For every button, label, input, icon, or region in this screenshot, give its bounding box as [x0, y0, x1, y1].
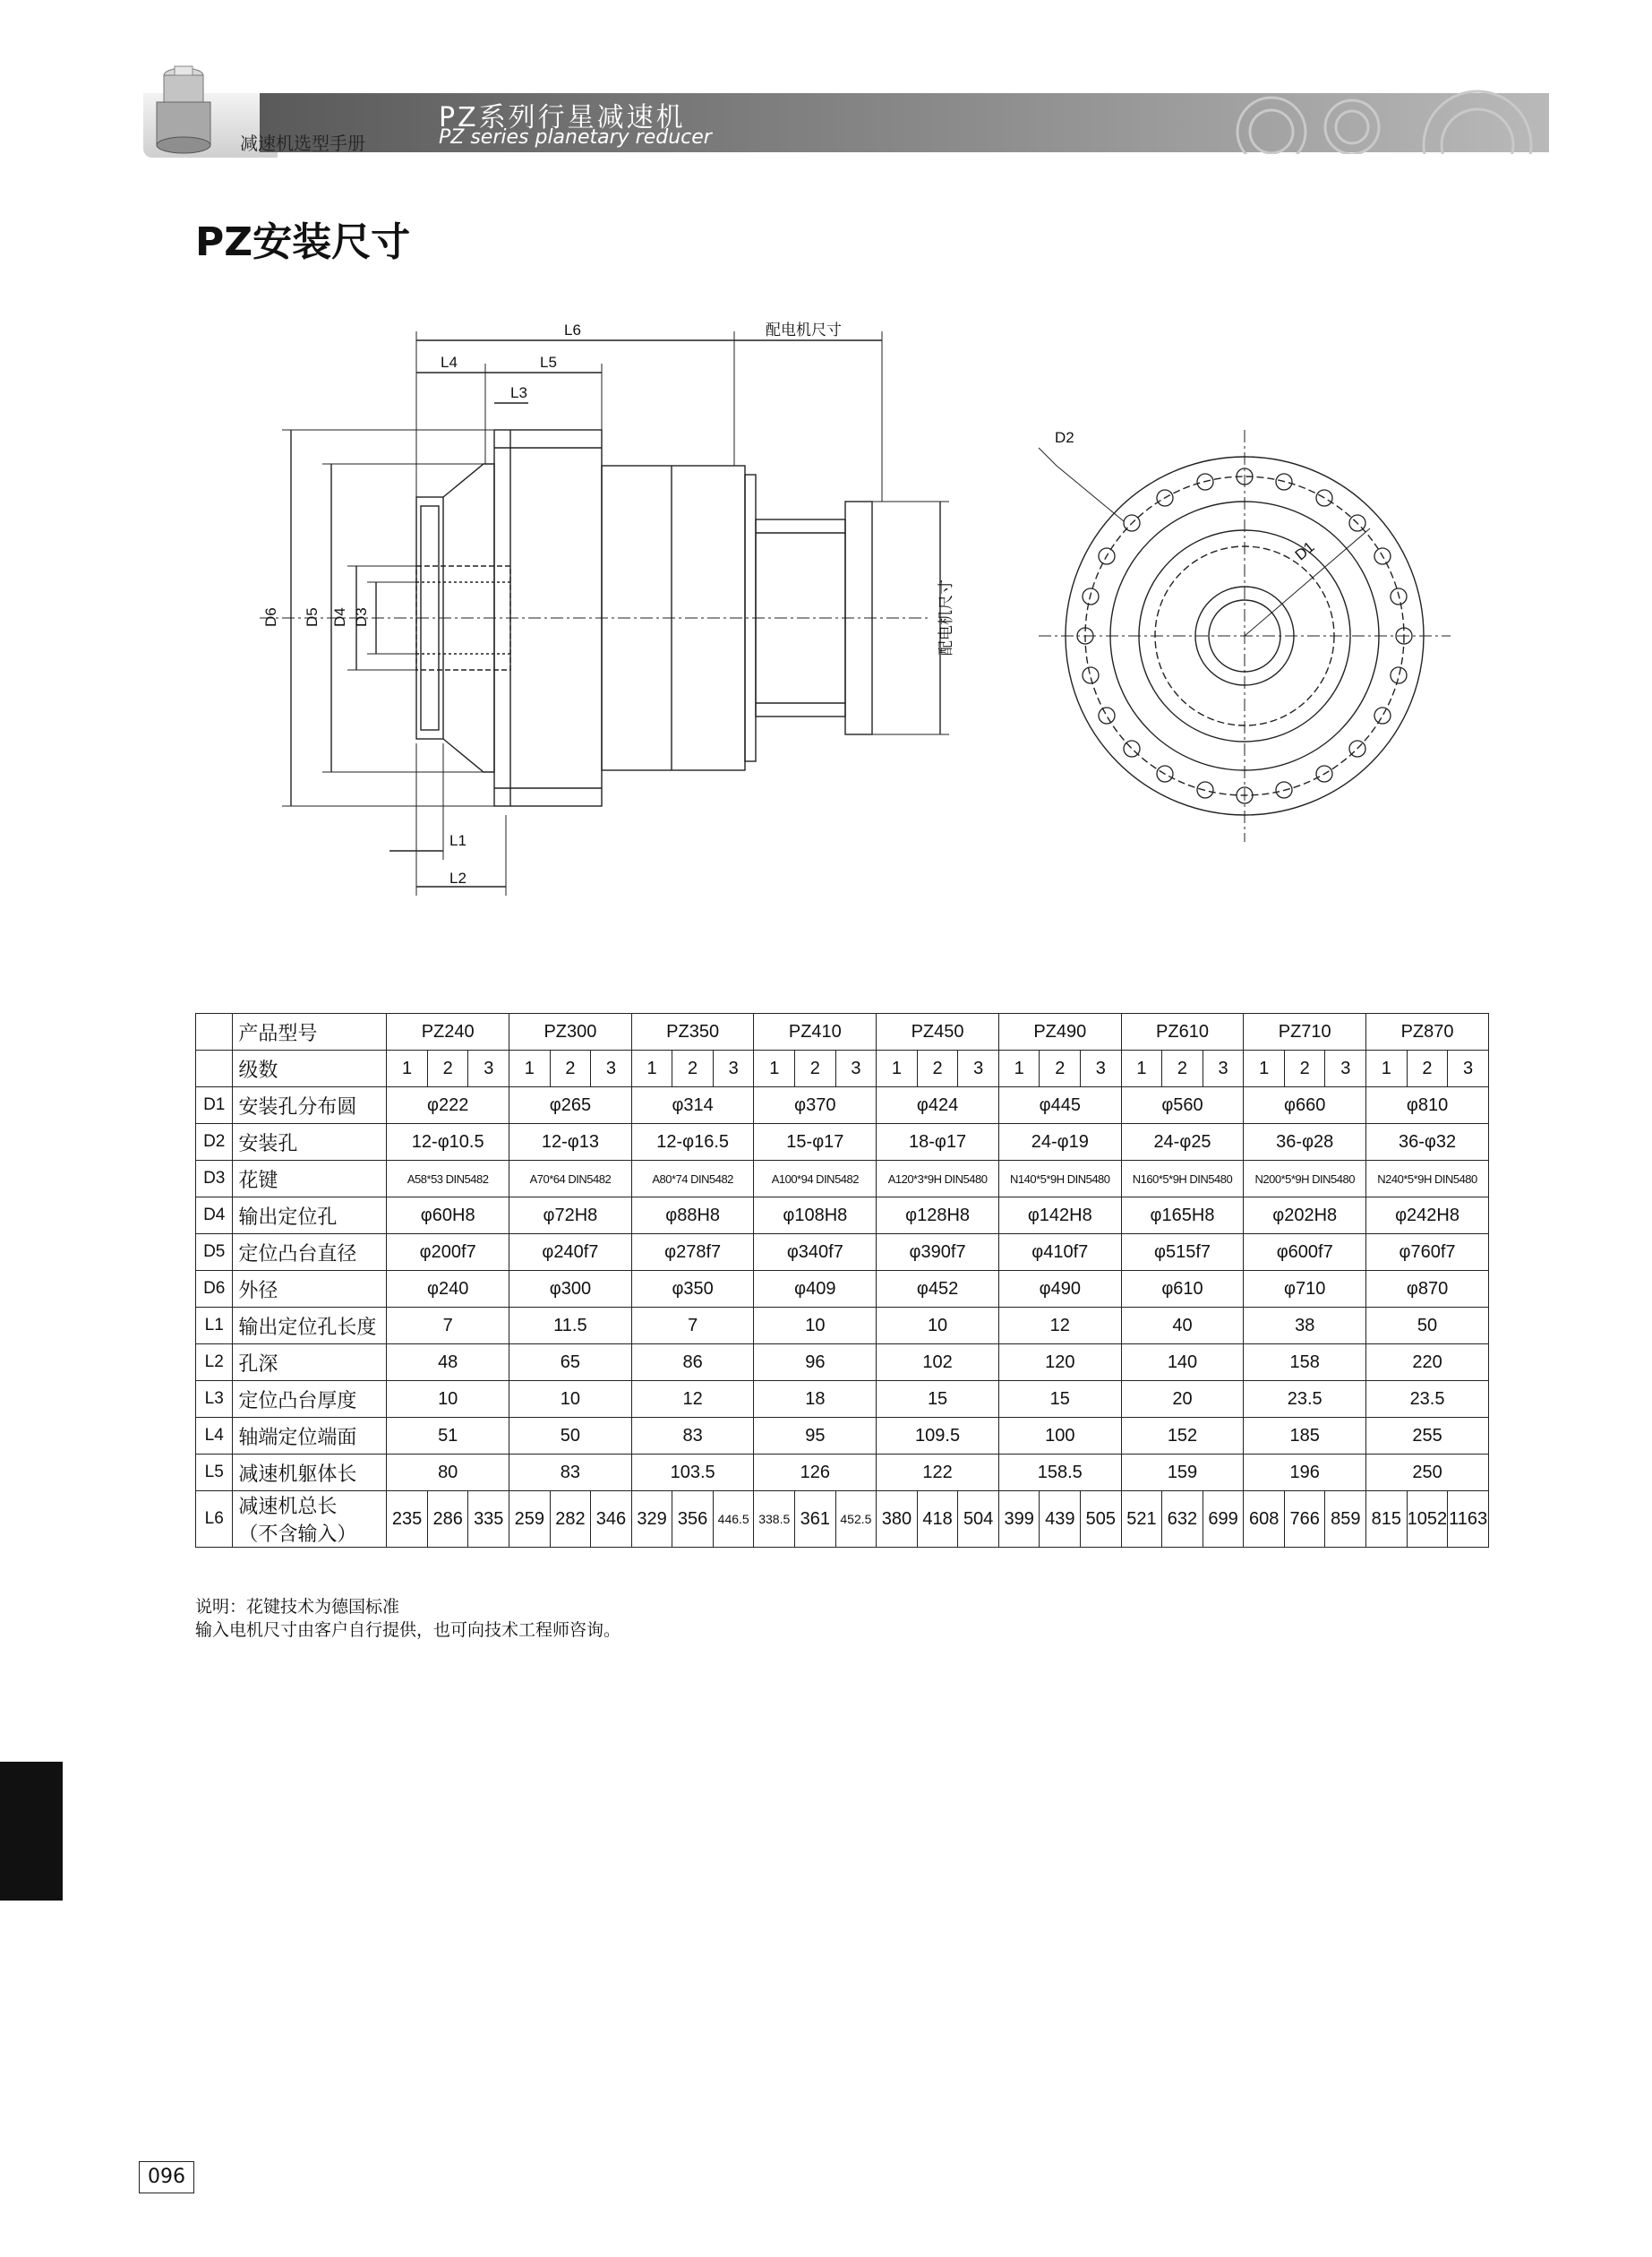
l6-value-cell: 356 — [672, 1491, 714, 1548]
value-cell: φ560 — [1121, 1087, 1244, 1124]
value-cell: φ222 — [387, 1087, 509, 1124]
model-header: PZ870 — [1366, 1014, 1489, 1051]
table-row — [196, 1197, 1489, 1234]
l6-value-cell: 1052 — [1407, 1491, 1448, 1548]
corner-cell — [196, 1051, 233, 1087]
value-cell: φ240f7 — [509, 1234, 632, 1271]
stage-cell: 3 — [1203, 1051, 1244, 1087]
value-cell: 7 — [631, 1308, 754, 1344]
row-name: 孔深 — [233, 1344, 387, 1381]
l6-value-cell: 361 — [795, 1491, 836, 1548]
model-header: PZ410 — [754, 1014, 877, 1051]
value-cell: φ200f7 — [387, 1234, 509, 1271]
value-cell: 185 — [1244, 1418, 1366, 1455]
value-cell: 12 — [998, 1308, 1121, 1344]
row-name: 安装孔分布圆 — [233, 1087, 387, 1124]
value-cell: φ515f7 — [1121, 1234, 1244, 1271]
value-cell: A120*3*9H DIN5480 — [877, 1161, 999, 1197]
stage-cell: 1 — [754, 1051, 795, 1087]
stage-cell: 3 — [835, 1051, 877, 1087]
value-cell: 86 — [631, 1344, 754, 1381]
value-cell: 196 — [1244, 1455, 1366, 1491]
row-code: L3 — [196, 1381, 233, 1418]
table-row — [196, 1161, 1489, 1197]
l6-value-cell: 235 — [387, 1491, 428, 1548]
model-label: 产品型号 — [233, 1014, 387, 1051]
row-name: 花键 — [233, 1161, 387, 1197]
l6-value-cell: 452.5 — [835, 1491, 877, 1548]
value-cell: φ409 — [754, 1271, 877, 1308]
value-cell: 50 — [1366, 1308, 1489, 1344]
label-motor-top: 配电机尺寸 — [766, 322, 842, 339]
l6-value-cell: 335 — [468, 1491, 509, 1548]
value-cell: 38 — [1244, 1308, 1366, 1344]
page-number: 096 — [139, 2161, 194, 2193]
row-code: L6 — [196, 1491, 233, 1548]
table-row — [196, 1308, 1489, 1344]
row-code: D4 — [196, 1197, 233, 1234]
table-row — [196, 1418, 1489, 1455]
value-cell: 12-φ16.5 — [631, 1124, 754, 1161]
value-cell: φ600f7 — [1244, 1234, 1366, 1271]
table-row — [196, 1344, 1489, 1381]
stage-cell: 1 — [998, 1051, 1040, 1087]
value-cell: φ278f7 — [631, 1234, 754, 1271]
label-motor-side: 配电机尺寸 — [937, 579, 954, 656]
l6-value-cell: 766 — [1284, 1491, 1325, 1548]
l6-value-cell: 282 — [550, 1491, 591, 1548]
stage-cell: 3 — [1325, 1051, 1366, 1087]
label-L3: L3 — [510, 384, 527, 401]
row-name: 安装孔 — [233, 1124, 387, 1161]
label-D6: D6 — [262, 607, 279, 627]
label-L1: L1 — [449, 832, 466, 849]
value-cell: 80 — [387, 1455, 509, 1491]
value-cell: φ490 — [998, 1271, 1121, 1308]
row-name: 轴端定位端面 — [233, 1418, 387, 1455]
row-name-l6 — [233, 1491, 387, 1548]
value-cell: A58*53 DIN5482 — [387, 1161, 509, 1197]
page-title: PZ安装尺寸 — [195, 219, 411, 265]
label-L5: L5 — [540, 354, 557, 371]
row-code: D5 — [196, 1234, 233, 1271]
series-title: PZ系列行星减速机 — [439, 102, 686, 133]
table-row — [196, 1124, 1489, 1161]
l6-value-cell: 1163 — [1448, 1491, 1489, 1548]
table-row — [196, 1381, 1489, 1418]
label-D3: D3 — [353, 607, 370, 627]
value-cell: φ370 — [754, 1087, 877, 1124]
stage-cell: 1 — [877, 1051, 918, 1087]
value-cell: 10 — [877, 1308, 999, 1344]
value-cell: 95 — [754, 1418, 877, 1455]
value-cell: φ242H8 — [1366, 1197, 1489, 1234]
stage-cell: 3 — [468, 1051, 509, 1087]
row-name: 定位凸台直径 — [233, 1234, 387, 1271]
value-cell: 24-φ19 — [998, 1124, 1121, 1161]
value-cell: 102 — [877, 1344, 999, 1381]
stage-cell: 1 — [509, 1051, 551, 1087]
stage-cell: 2 — [917, 1051, 958, 1087]
value-cell: 23.5 — [1366, 1381, 1489, 1418]
value-cell: φ202H8 — [1244, 1197, 1366, 1234]
value-cell: N160*5*9H DIN5480 — [1121, 1161, 1244, 1197]
value-cell: 126 — [754, 1455, 877, 1491]
stage-cell: 1 — [1366, 1051, 1408, 1087]
l6-value-cell: 439 — [1040, 1491, 1081, 1548]
l6-value-cell: 608 — [1244, 1491, 1285, 1548]
value-cell: φ108H8 — [754, 1197, 877, 1234]
l6-value-cell: 521 — [1121, 1491, 1162, 1548]
value-cell: φ710 — [1244, 1271, 1366, 1308]
row-name: 输出定位孔长度 — [233, 1308, 387, 1344]
value-cell: 220 — [1366, 1344, 1489, 1381]
value-cell: N140*5*9H DIN5480 — [998, 1161, 1121, 1197]
value-cell: 40 — [1121, 1308, 1244, 1344]
value-cell: 18 — [754, 1381, 877, 1418]
l6-value-cell: 446.5 — [713, 1491, 754, 1548]
l6-value-cell: 505 — [1081, 1491, 1122, 1548]
l6-value-cell: 859 — [1325, 1491, 1366, 1548]
value-cell: φ350 — [631, 1271, 754, 1308]
l6-value-cell: 286 — [427, 1491, 468, 1548]
value-cell: 11.5 — [509, 1308, 632, 1344]
row-name: 输出定位孔 — [233, 1197, 387, 1234]
l6-value-cell: 632 — [1162, 1491, 1203, 1548]
row-code: D1 — [196, 1087, 233, 1124]
stage-cell: 3 — [591, 1051, 632, 1087]
stage-cell: 1 — [1121, 1051, 1162, 1087]
l6-value-cell: 399 — [998, 1491, 1040, 1548]
value-cell: A70*64 DIN5482 — [509, 1161, 632, 1197]
value-cell: φ240 — [387, 1271, 509, 1308]
l6-name-line1: 减速机总长 — [238, 1495, 338, 1517]
value-cell: 12-φ10.5 — [387, 1124, 509, 1161]
value-cell: φ760f7 — [1366, 1234, 1489, 1271]
value-cell: 12 — [631, 1381, 754, 1418]
value-cell: 100 — [998, 1418, 1121, 1455]
value-cell: 24-φ25 — [1121, 1124, 1244, 1161]
handbook-label: 减速机选型手册 — [240, 133, 365, 154]
value-cell: 250 — [1366, 1455, 1489, 1491]
value-cell: 96 — [754, 1344, 877, 1381]
label-L2: L2 — [449, 870, 466, 887]
l6-name-line2: （不含输入） — [238, 1523, 357, 1545]
label-L4: L4 — [441, 354, 458, 371]
value-cell: 109.5 — [877, 1418, 999, 1455]
value-cell: φ72H8 — [509, 1197, 632, 1234]
row-code: L1 — [196, 1308, 233, 1344]
value-cell: φ88H8 — [631, 1197, 754, 1234]
stage-cell: 2 — [1040, 1051, 1081, 1087]
label-D5: D5 — [304, 607, 321, 627]
value-cell: 36-φ32 — [1366, 1124, 1489, 1161]
value-cell: 10 — [509, 1381, 632, 1418]
table-row-models — [196, 1014, 1489, 1051]
value-cell: 15-φ17 — [754, 1124, 877, 1161]
value-cell: φ340f7 — [754, 1234, 877, 1271]
model-header: PZ610 — [1121, 1014, 1244, 1051]
stage-cell: 3 — [1081, 1051, 1122, 1087]
value-cell: 50 — [509, 1418, 632, 1455]
value-cell: 15 — [998, 1381, 1121, 1418]
row-name: 外径 — [233, 1271, 387, 1308]
value-cell: 122 — [877, 1455, 999, 1491]
row-code: D3 — [196, 1161, 233, 1197]
l6-value-cell: 346 — [591, 1491, 632, 1548]
value-cell: 65 — [509, 1344, 632, 1381]
l6-value-cell: 329 — [631, 1491, 672, 1548]
model-header: PZ240 — [387, 1014, 509, 1051]
stage-cell: 2 — [550, 1051, 591, 1087]
label-D4: D4 — [331, 607, 348, 627]
table-row — [196, 1234, 1489, 1271]
model-header: PZ710 — [1244, 1014, 1366, 1051]
row-code: D6 — [196, 1271, 233, 1308]
row-code: D2 — [196, 1124, 233, 1161]
stage-label: 级数 — [233, 1051, 387, 1087]
value-cell: N240*5*9H DIN5480 — [1366, 1161, 1489, 1197]
value-cell: φ810 — [1366, 1087, 1489, 1124]
stage-cell: 3 — [958, 1051, 999, 1087]
model-header: PZ300 — [509, 1014, 632, 1051]
stage-cell: 1 — [631, 1051, 672, 1087]
row-name: 定位凸台厚度 — [233, 1381, 387, 1418]
value-cell: 18-φ17 — [877, 1124, 999, 1161]
row-code: L4 — [196, 1418, 233, 1455]
model-header: PZ450 — [877, 1014, 999, 1051]
stage-cell: 2 — [427, 1051, 468, 1087]
value-cell: 140 — [1121, 1344, 1244, 1381]
value-cell: 152 — [1121, 1418, 1244, 1455]
stage-cell: 2 — [795, 1051, 836, 1087]
table-row — [196, 1455, 1489, 1491]
l6-value-cell: 380 — [877, 1491, 918, 1548]
value-cell: 158 — [1244, 1344, 1366, 1381]
note-line-1: 说明：花键技术为德国标准 — [195, 1597, 400, 1617]
row-code: L2 — [196, 1344, 233, 1381]
value-cell: 48 — [387, 1344, 509, 1381]
stage-cell: 1 — [1244, 1051, 1285, 1087]
value-cell: 120 — [998, 1344, 1121, 1381]
value-cell: 23.5 — [1244, 1381, 1366, 1418]
label-D2: D2 — [1055, 429, 1074, 446]
note-line-2: 输入电机尺寸由客户自行提供，也可向技术工程师咨询。 — [195, 1620, 621, 1640]
value-cell: φ424 — [877, 1087, 999, 1124]
spec-table — [195, 1013, 1489, 1548]
table-row-l6 — [196, 1491, 1489, 1548]
row-name: 减速机躯体长 — [233, 1455, 387, 1491]
value-cell: φ445 — [998, 1087, 1121, 1124]
value-cell: φ165H8 — [1121, 1197, 1244, 1234]
value-cell: φ610 — [1121, 1271, 1244, 1308]
model-header: PZ350 — [631, 1014, 754, 1051]
stage-cell: 1 — [387, 1051, 428, 1087]
l6-value-cell: 815 — [1366, 1491, 1408, 1548]
value-cell: 158.5 — [998, 1455, 1121, 1491]
table-row-stages — [196, 1051, 1489, 1087]
side-tab-marker — [0, 1762, 63, 1901]
value-cell: φ142H8 — [998, 1197, 1121, 1234]
stage-cell: 2 — [1162, 1051, 1203, 1087]
value-cell: 83 — [509, 1455, 632, 1491]
value-cell: N200*5*9H DIN5480 — [1244, 1161, 1366, 1197]
stage-cell: 3 — [1448, 1051, 1489, 1087]
l6-value-cell: 418 — [917, 1491, 958, 1548]
label-L6: L6 — [564, 322, 581, 339]
value-cell: 7 — [387, 1308, 509, 1344]
value-cell: φ300 — [509, 1271, 632, 1308]
gear-decoration-icon — [1209, 82, 1549, 154]
front-view — [1039, 430, 1451, 842]
series-subtitle: PZ series planetary reducer — [439, 126, 712, 149]
stage-cell: 2 — [1284, 1051, 1325, 1087]
value-cell: 10 — [754, 1308, 877, 1344]
installation-drawing — [251, 313, 1522, 923]
stage-cell: 2 — [1407, 1051, 1448, 1087]
stage-cell: 3 — [713, 1051, 754, 1087]
l6-value-cell: 504 — [958, 1491, 999, 1548]
value-cell: 51 — [387, 1418, 509, 1455]
label-D1: D1 — [1291, 537, 1318, 564]
value-cell: 12-φ13 — [509, 1124, 632, 1161]
value-cell: φ128H8 — [877, 1197, 999, 1234]
value-cell: φ870 — [1366, 1271, 1489, 1308]
value-cell: 15 — [877, 1381, 999, 1418]
table-row — [196, 1271, 1489, 1308]
table-row — [196, 1087, 1489, 1124]
value-cell: A80*74 DIN5482 — [631, 1161, 754, 1197]
reducer-thumbnail-icon — [148, 63, 219, 159]
value-cell: 36-φ28 — [1244, 1124, 1366, 1161]
l6-value-cell: 338.5 — [754, 1491, 795, 1548]
l6-value-cell: 699 — [1203, 1491, 1244, 1548]
value-cell: φ265 — [509, 1087, 632, 1124]
value-cell: 159 — [1121, 1455, 1244, 1491]
value-cell: 83 — [631, 1418, 754, 1455]
value-cell: φ390f7 — [877, 1234, 999, 1271]
value-cell: φ410f7 — [998, 1234, 1121, 1271]
l6-value-cell: 259 — [509, 1491, 551, 1548]
value-cell: 20 — [1121, 1381, 1244, 1418]
value-cell: φ660 — [1244, 1087, 1366, 1124]
value-cell: 103.5 — [631, 1455, 754, 1491]
value-cell: 255 — [1366, 1418, 1489, 1455]
stage-cell: 2 — [672, 1051, 714, 1087]
model-header: PZ490 — [998, 1014, 1121, 1051]
value-cell: φ314 — [631, 1087, 754, 1124]
value-cell: 10 — [387, 1381, 509, 1418]
row-code: L5 — [196, 1455, 233, 1491]
corner-cell — [196, 1014, 233, 1051]
value-cell: A100*94 DIN5482 — [754, 1161, 877, 1197]
value-cell: φ452 — [877, 1271, 999, 1308]
value-cell: φ60H8 — [387, 1197, 509, 1234]
